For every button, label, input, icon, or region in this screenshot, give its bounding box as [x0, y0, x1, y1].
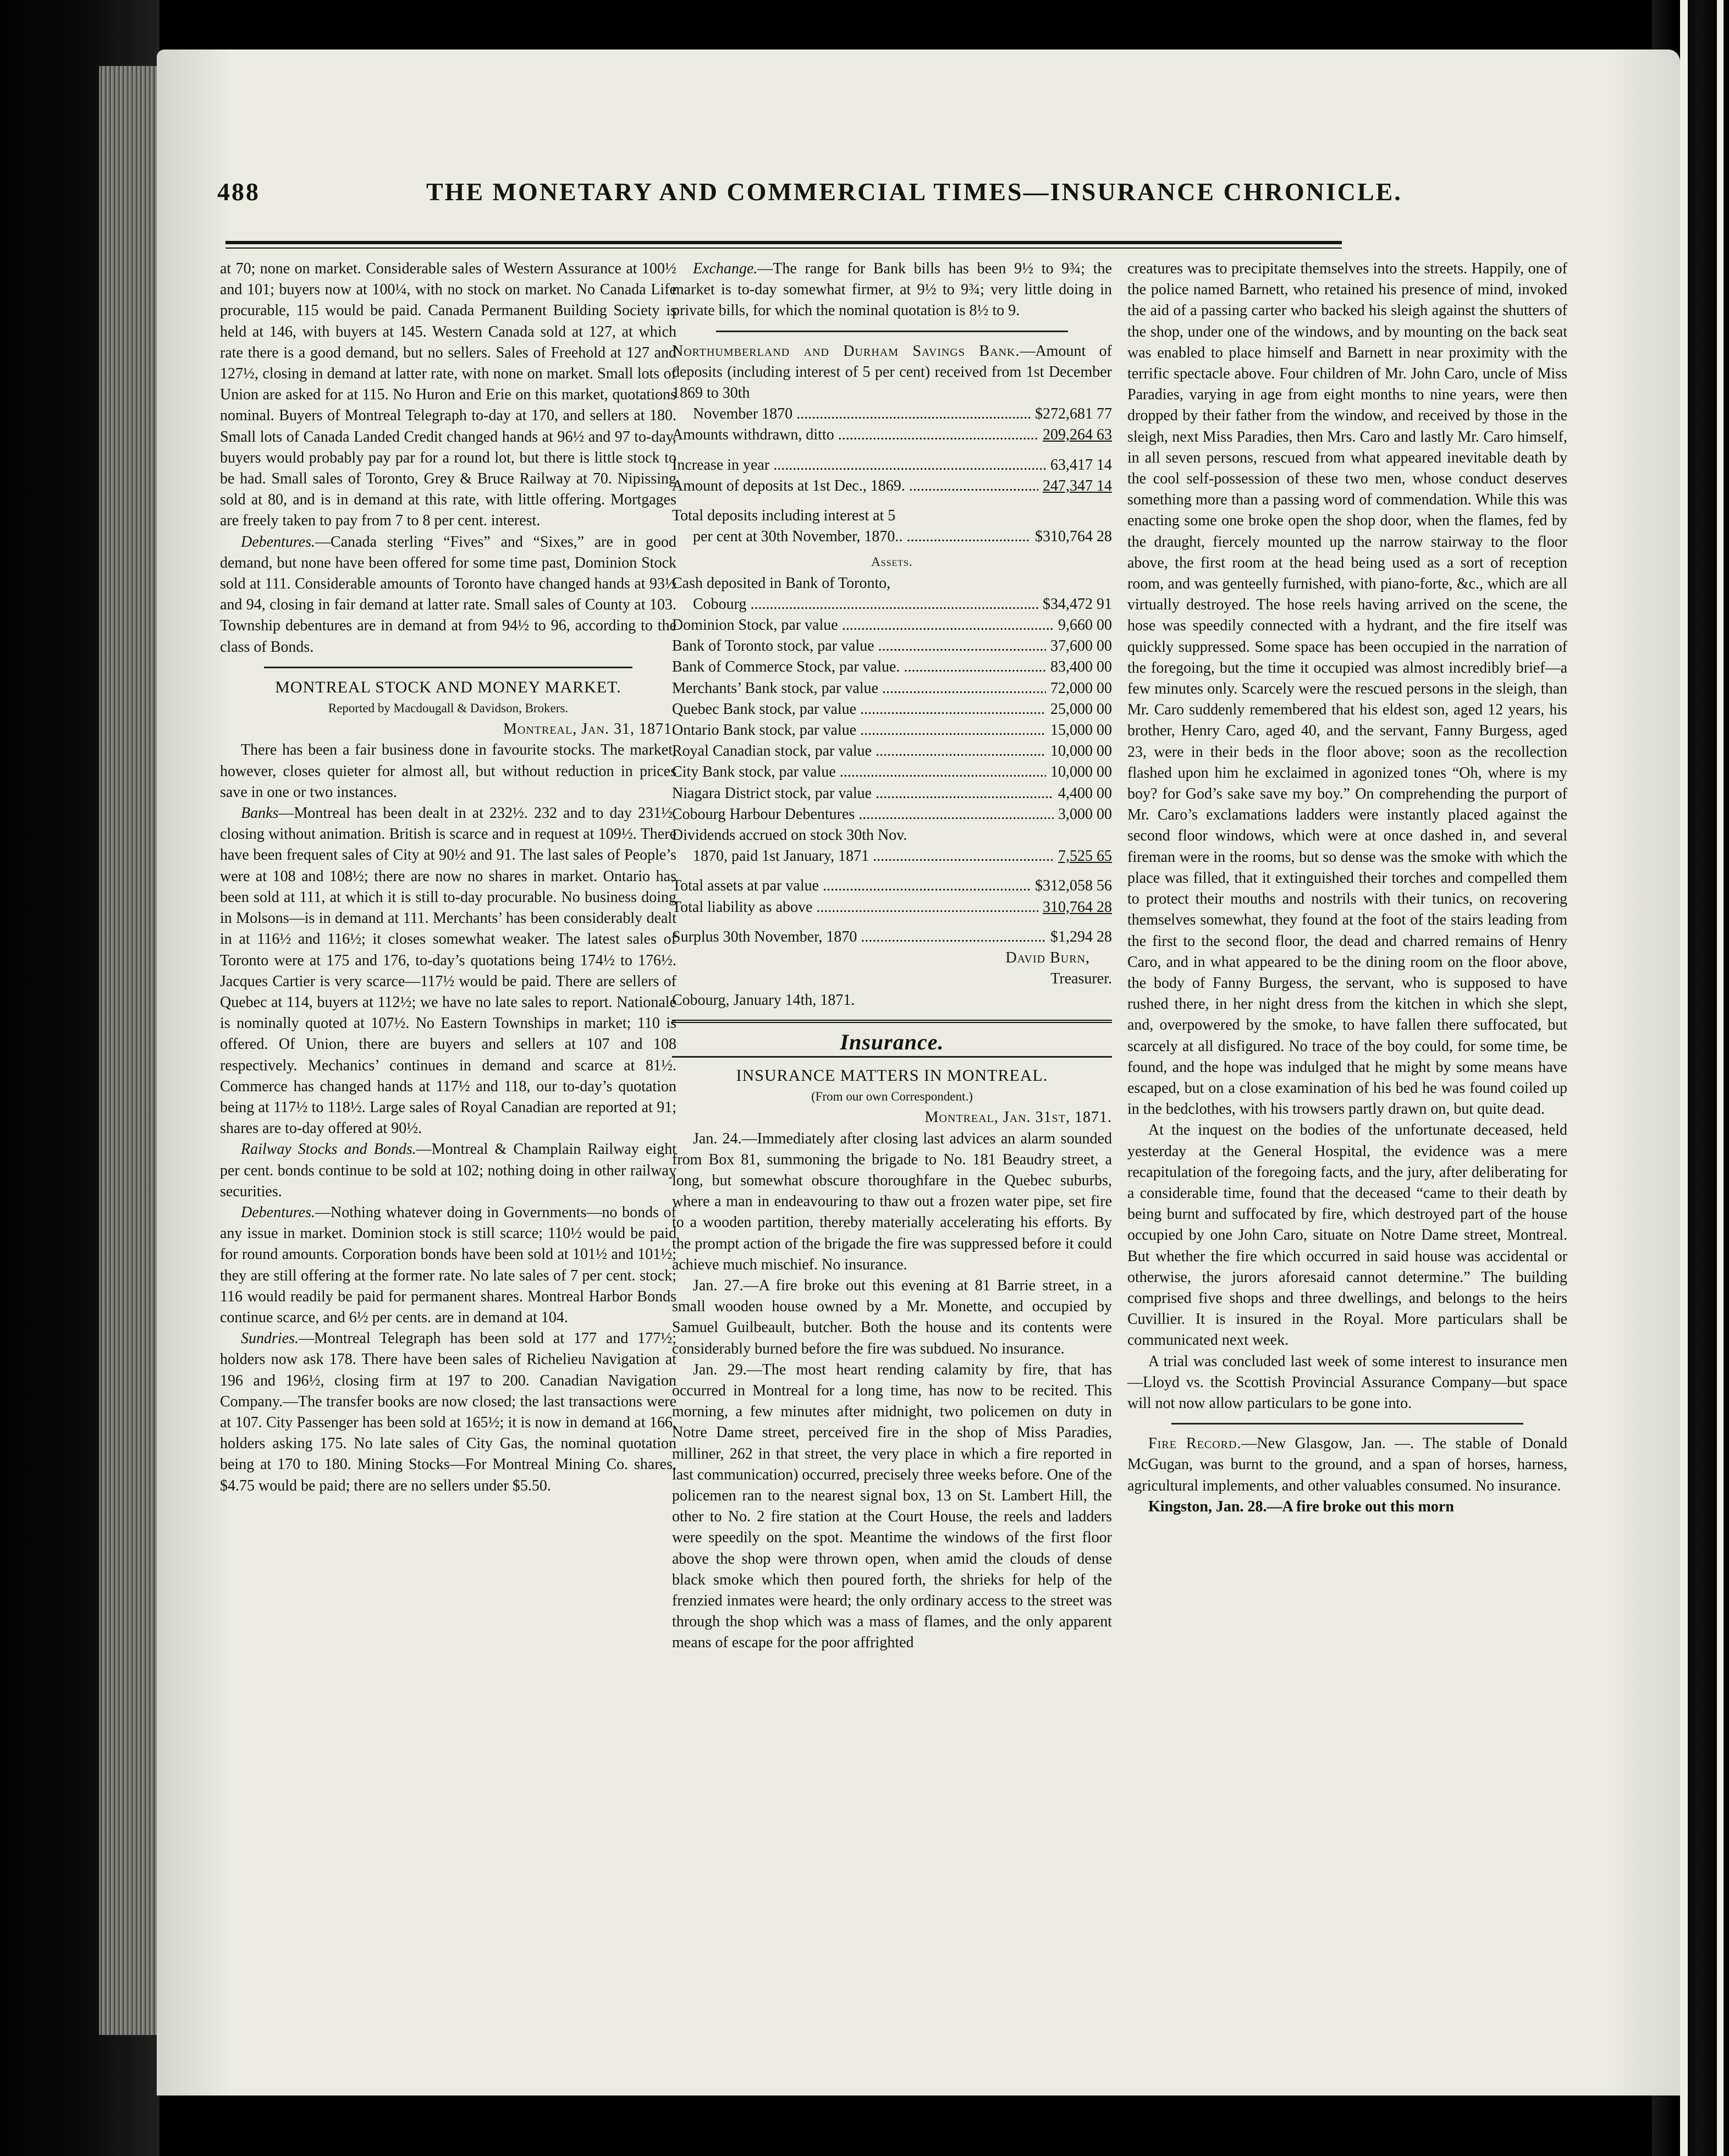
paragraph: There has been a fair business done in favourite stocks. The market, however, closes quieter for almost all, but without reduction in prices save in one or two instances. — [220, 741, 676, 801]
account-amount: 25,000 00 — [1050, 700, 1112, 718]
account-amount: $34,472 91 — [1043, 595, 1112, 613]
signer-name: David Burn, — [1005, 949, 1090, 967]
account-amount: $272,681 77 — [1035, 405, 1112, 423]
right-border-stripe — [1717, 0, 1724, 2156]
running-title: THE MONETARY AND COMMERCIAL TIMES—INSURANCE CHRONICLE. — [426, 178, 1402, 206]
paragraph-lead: Debentures. — [241, 1203, 316, 1221]
account-label: Surplus 30th November, 1870 ..... — [672, 927, 1046, 948]
paragraph-lead: Fire Record. — [1148, 1435, 1242, 1453]
dateline: Montreal, Jan. 31st, 1871. — [924, 1109, 1112, 1126]
divider — [264, 667, 632, 668]
place-date: Cobourg, January 14th, 1871. — [672, 991, 855, 1009]
account-row — [672, 741, 1112, 762]
account-amount: 37,600 00 — [1050, 637, 1112, 655]
account-amount: 310,764 28 — [1043, 898, 1112, 916]
paragraph: Jan. 24.—Immediately after closing last advices an alarm sounded from Box 81, summoning the brigade to No. 181 Beaudry street, a long, but somewhat obscure thoroughfare in the Quebec suburbs, where a man in endeavouring to thaw out a frozen water pipe, set fire to a wooden partition, thereby materially accelerating his efforts. By the prompt action of the brigade the fire was suppressed before it could achieve much mischief. No insurance. — [672, 1130, 1112, 1273]
bank-name: Northumberland and Durham Savings Bank. — [672, 342, 1020, 360]
account-row — [672, 425, 1112, 446]
account-label: Total liability as above ..... — [672, 897, 1038, 918]
total-deposits-text: Total deposits including interest at 5 — [672, 507, 896, 525]
account-amount: $1,294 28 — [1050, 928, 1112, 945]
bank-statement-intro: Northumberland and Durham Savings Bank.—Amount of deposits (including interest of 5 per cent) received from 1st December 1869 to 30th — [672, 342, 1112, 402]
account-row — [672, 804, 1112, 825]
paragraph-lead: Banks — [241, 805, 279, 822]
account-label: City Bank stock, par value ..... — [672, 762, 1046, 783]
increase-rows — [672, 455, 1112, 497]
account-amount: 72,000 00 — [1050, 679, 1112, 697]
account-row — [672, 455, 1112, 476]
account-row — [672, 699, 1112, 720]
divider — [672, 1020, 1112, 1023]
divider — [672, 1056, 1112, 1058]
dateline: Montreal, Jan. 31, 1871. — [503, 721, 676, 738]
header-rule — [225, 241, 1342, 244]
account-row — [672, 720, 1112, 741]
account-label: Merchants’ Bank stock, par value ..... — [672, 678, 1046, 699]
account-amount: 10,000 00 — [1050, 743, 1112, 760]
paragraph: creatures was to precipitate themselves into the streets. Happily, one of the police named Barnett, who retained his presence of mind, invoked the aid of a passing carter who backed his sleigh against the shutters of the shop, under one of the windows, and by mounting on the back seat was enabled to place himself and Barnett in near proximity with the terrific spectacle above. Four children of Mr. John Caro, uncle of Miss Paradies, varying in age from eight months to nine years, were then dropped by their father from the window, and received by those in the sleigh, next Miss Paradies, then Mrs. Caro and lastly Mr. Caro himself, in all seven persons, rescued from what appeared inevitable death by the cool self-possession of these two men, whose conduct deserves something more than a passing word of commendation. While this was enacting some one broke open the shop door, when the flames, fed by the draught, fiercely mounted up the narrow stairway to the floor above, the first room at the head being used as a sort of reception room, and was genteelly furnished, with piano-forte, &c., which are all virtually destroyed. The hose reels having arrived on the scene, the hose was speedily connected with a hydrant, and the fire itself was quickly suppressed. Some space has been occupied in the narration of the foregoing, but the time it occupied was almost incredibly brief—a few minutes only. Scarcely were the rescued persons in the sleigh, than Mr. Caro suddenly remembered that his eldest son, aged 12 years, his brother, Henry Caro, aged 40, and the servant, Fanny Burgess, aged 23, were in their beds in the floor above; soon as the recollection flashed upon him he exclaimed in agonized tones “Oh, where is my boy? for God’s sake save my boy.” On comprehending the purport of Mr. Caro’s exclamations ladders were instantly placed against the second floor windows, which were at once dashed in, and several fireman were in the rooms, but so dense was the smoke with which the place was filled, that it extinguished their torches and compelled them to protect their mouths and nostrils with their tunics, on recovering themselves somewhat, they found at the foot of the stairs leading from the first to the second floor, the dead and charred remains of Henry Caro, and in what appeared to be the dining room on the floor above, the body of Fanny Burgess, the servant, who is supposed to have rushed there, in her night dress from the kitchen in which she slept, and, overpowered by the smoke, to have fallen there suffocated, but scarcely at all disfigured. No trace of the boy could, for some time, be found, and the hope was indulged that he might by some means have escaped, but on a close examination of his bed he was found coiled up in the bedclothes, with his trowsers partly drawn on, but quite dead. — [1127, 260, 1567, 1118]
paragraph-lead: Exchange. — [693, 260, 758, 277]
account-amount: 209,264 63 — [1043, 426, 1112, 444]
account-label: Dominion Stock, par value ..... — [672, 615, 1054, 636]
account-label: Ontario Bank stock, par value ..... — [672, 720, 1046, 741]
paragraph: Banks—Montreal has been dealt in at 232½. 232 and to day 231½, closing without animation. British is scarce and in request at 109½. There have been frequent sales of City at 90½ and 91. The last sales of People’s were at 108 and 108½; there are now no shares in market. Ontario has been sold at 111, at which it is still to-day procurable. No business doing in Molsons—is in demand at 111. Merchants’ has been considerably dealt in at 116½ and 116½; it closes somewhat weaker. The latest sales of Toronto were at 175 and 176, to-day’s quotations being 174½ to 176½. Jacques Cartier is very scarce—117½ would be paid. There are sellers of Quebec at 114, buyers at 112½; we have no late sales to report. Nationale is nominally quoted at 107½. No Eastern Townships in market; 110 is offered. Of Union, there are buyers and sellers at 107 and 108 respectively. Mechanics’ continues in demand and scarce at 81½. Commerce has changed hands at 117½ and 118, our to-day’s quotation being at 117½ to 118½. Large sales of Royal Canadian are reported at 91; shares are to-day offered at 90½. — [220, 805, 676, 1137]
column-left — [220, 258, 676, 1497]
account-row — [672, 876, 1112, 897]
account-label: Amount of deposits at 1st Dec., 1869. ..... — [672, 476, 1038, 497]
account-amount: 10,000 00 — [1050, 763, 1112, 781]
account-amount: 9,660 00 — [1058, 617, 1112, 634]
paragraph: Railway Stocks and Bonds.—Montreal & Champlain Railway eight per cent. bonds continue to be sold at 102; nothing doing in other railway securities. — [220, 1141, 676, 1200]
paragraph: Kingston, Jan. 28.—A fire broke out this morn — [1148, 1498, 1454, 1515]
account-label: Quebec Bank stock, par value ..... — [672, 699, 1046, 720]
account-row — [672, 636, 1112, 657]
account-amount: 4,400 00 — [1058, 784, 1112, 802]
paragraph: Exchange.—The range for Bank bills has been 9½ to 9¾; the market is to-day somewhat firmer, at 9½ to 9¾; very little doing in private bills, for which the nominal quotation is 8½ to 9. — [672, 260, 1112, 320]
account-amount: 15,000 00 — [1050, 722, 1112, 739]
assets-table — [672, 594, 1112, 825]
account-amount: 3,000 00 — [1058, 805, 1112, 823]
cash-deposit-text: Cash deposited in Bank of Toronto, — [672, 574, 891, 592]
totals-rows — [672, 876, 1112, 917]
right-border-stripe — [1680, 0, 1688, 2156]
paragraph: A trial was concluded last week of some interest to insurance men—Lloyd vs. the Scottish Provincial Assurance Company—but space will not now allow particulars to be gone into. — [1127, 1352, 1567, 1412]
account-amount: $312,058 56 — [1035, 877, 1112, 895]
divider — [716, 331, 1068, 332]
page-stack-edge — [99, 66, 165, 2035]
dividends-text: Dividends accrued on stock 30th Nov. — [672, 827, 907, 844]
page-header — [217, 177, 1402, 210]
account-row — [672, 846, 1112, 867]
account-row — [672, 476, 1112, 497]
paragraph: Sundries.—Montreal Telegraph has been sold at 177 and 177½; holders now ask 178. There have been sales of Richelieu Navigation at 196 and 196½, closing firm at 197 to 200. Canadian Navigation Company.—The transfer books are now closed; the last transactions were at 107. City Passenger has been sold at 165½; it is now in demand at 166, holders asking 175. No late sales of City Gas, the nominal quotation being at 170 to 180. Mining Stocks—For Montreal Mining Co. shares, $4.75 would be paid; there are no sellers under $5.50. — [220, 1330, 676, 1494]
account-label: Amounts withdrawn, ditto ..... — [672, 425, 1038, 446]
account-amount: 247,347 14 — [1043, 477, 1112, 494]
paragraph: At the inquest on the bodies of the unfortunate deceased, held yesterday at the General Hospital, the evidence was a mere recapitulation of the foregoing facts, and the jury, after deliberating for a considerable time, found that the deceased “came to their death by being burnt and suffocated by fire, which destroyed part of the house occupied by one John Caro, situate on Notre Dame street, Montreal. But whether the fire which occurred in said house was accidental or otherwise, the jurors aforesaid cannot determine.” The building comprised five shops and three dwellings, and belongs to the heirs Cuvillier. It is insured in the Royal. More particulars shall be communicated next week. — [1127, 1121, 1567, 1349]
account-row — [672, 897, 1112, 918]
paragraph-lead: Sundries. — [241, 1330, 299, 1348]
account-row — [672, 615, 1112, 636]
byline: Reported by Macdougall & Davidson, Brokers. — [328, 701, 569, 716]
account-label: Niagara District stock, par value ..... — [672, 783, 1054, 804]
account-row — [672, 783, 1112, 804]
paragraph: Jan. 29.—The most heart rending calamity by fire, that has occurred in Montreal for a long time, has now to be recited. This morning, a few minutes after midnight, two policemen on duty in Notre Dame street, perceived fire in the shop of Miss Paradies, milliner, 262 in that street, the very place in which a fire reported in last communication) occurred, precisely three weeks before. One of the policemen ran to the nearest signal box, 13 on St. Lambert Hill, the other to No. 2 fire station at the Court House, the reels and ladders were speedily on the spot. Meantime the windows of the first floor above the shop were thrown open, when amid the clouds of dense black smoke which then poured forth, the shrieks for help of the frenzied inmates were heard; the only ordinary access to the street was through the shop which was a mass of flames, and the only apparent means of escape for the poor affrighted — [672, 1361, 1112, 1652]
account-row — [672, 526, 1112, 547]
byline: (From our own Correspondent.) — [811, 1090, 973, 1104]
account-label: Bank of Toronto stock, par value ..... — [672, 636, 1046, 657]
account-amount: $310,764 28 — [1035, 528, 1112, 546]
page-number: 488 — [217, 178, 260, 206]
account-label: Royal Canadian stock, par value ..... — [672, 741, 1046, 762]
paragraph: at 70; none on market. Considerable sales of Western Assurance at 100½ and 101; buyers now at 100¼, with no stock on market. No Canada Life procurable, 115 would be paid. Canada Permanent Building Society is held at 146, with buyers at 145. Western Canada sold at 127, at which rate there is a good demand, but no sellers. Sales of Freehold at 127 and 127½, closing in demand at latter rate, with none on market. Small lots of Union are asked for at 115. No Huron and Erie on this market, quotations nominal. Buyers of Montreal Telegraph to-day at 170, and sellers at 180. Small lots of Canada Landed Credit changed hands at 96½ and 97 to-day, buyers would probably pay par for a round lot, but there is little stock to be had. Small sales of Toronto, Grey & Bruce Railway at 70. Nipissing sold at 80, and is in demand at this rate, with little offering. Mortgages are freely taken to pay from 7 to 8 per cent. interest. — [220, 260, 676, 530]
account-row — [672, 762, 1112, 783]
divider — [1171, 1423, 1523, 1425]
account-row — [672, 678, 1112, 699]
paragraph-lead: Debentures. — [241, 533, 316, 551]
signer-title: Treasurer. — [1050, 970, 1112, 988]
paragraph: Debentures.—Canada sterling “Fives” and “Sixes,” are in good demand, but none have been offered for some time past, Dominion Stock sold at 111. Considerable amounts of Toronto have changed hands at 93½ and 94, closing in fair demand at latter rate. Small sales of County at 103. Township debentures are in demand at from 94½ to 96, according to the class of Bonds. — [220, 533, 676, 656]
paragraph-lead: Railway Stocks and Bonds. — [241, 1141, 416, 1158]
account-row — [672, 594, 1112, 615]
account-row — [672, 404, 1112, 425]
account-label: Cobourg Harbour Debentures ..... — [672, 804, 1054, 825]
account-label: November 1870 ..... — [672, 404, 1031, 425]
paragraph: Debentures.—Nothing whatever doing in Governments—no bonds of any issue in market. Dominion stock is still scarce; 110½ would be paid for round amounts. Corporation bonds have been sold at 101½ and 101½; they are still offering at the former rate. No late sales of 7 per cent. stock; 116 would readily be paid for permanent shares. Montreal Harbor Bonds continue scarce, and 6½ per cents. are in demand at 104. — [220, 1203, 676, 1326]
article-headline: INSURANCE MATTERS IN MONTREAL. — [736, 1066, 1048, 1085]
column-middle — [672, 258, 1112, 1654]
assets-heading: Assets. — [871, 555, 913, 569]
account-label: Total assets at par value ..... — [672, 876, 1031, 897]
account-row — [672, 657, 1112, 678]
deposit-rows — [672, 404, 1112, 446]
account-amount: 63,417 14 — [1050, 456, 1112, 474]
account-label: 1870, paid 1st January, 1871 ..... — [672, 846, 1054, 867]
section-heading: Insurance. — [840, 1029, 944, 1054]
account-label: Cobourg ..... — [672, 594, 1038, 615]
account-amount: 7,525 65 — [1058, 848, 1112, 865]
paragraph: Jan. 27.—A fire broke out this evening at 81 Barrie street, in a small wooden house owned by a Mr. Monette, and occupied by Samuel Guilbeault, butcher. Both the house and its contents were considerably burned before the fire was subdued. No insurance. — [672, 1277, 1112, 1357]
account-label: Increase in year ..... — [672, 455, 1046, 476]
paragraph: Fire Record.—New Glasgow, Jan. —. The stable of Donald McGugan, was burnt to the ground, and a span of horses, harness, agricultural implements, and other valuables consumed. No insurance. — [1127, 1435, 1567, 1494]
account-label: Bank of Commerce Stock, par value. ..... — [672, 657, 1046, 678]
column-right — [1127, 258, 1567, 1517]
account-amount: 83,400 00 — [1050, 658, 1112, 676]
article-headline: MONTREAL STOCK AND MONEY MARKET. — [275, 678, 621, 696]
account-label: per cent at 30th November, 1870.. ..... — [672, 526, 1031, 547]
header-rule — [225, 248, 1342, 249]
account-row — [672, 927, 1112, 948]
